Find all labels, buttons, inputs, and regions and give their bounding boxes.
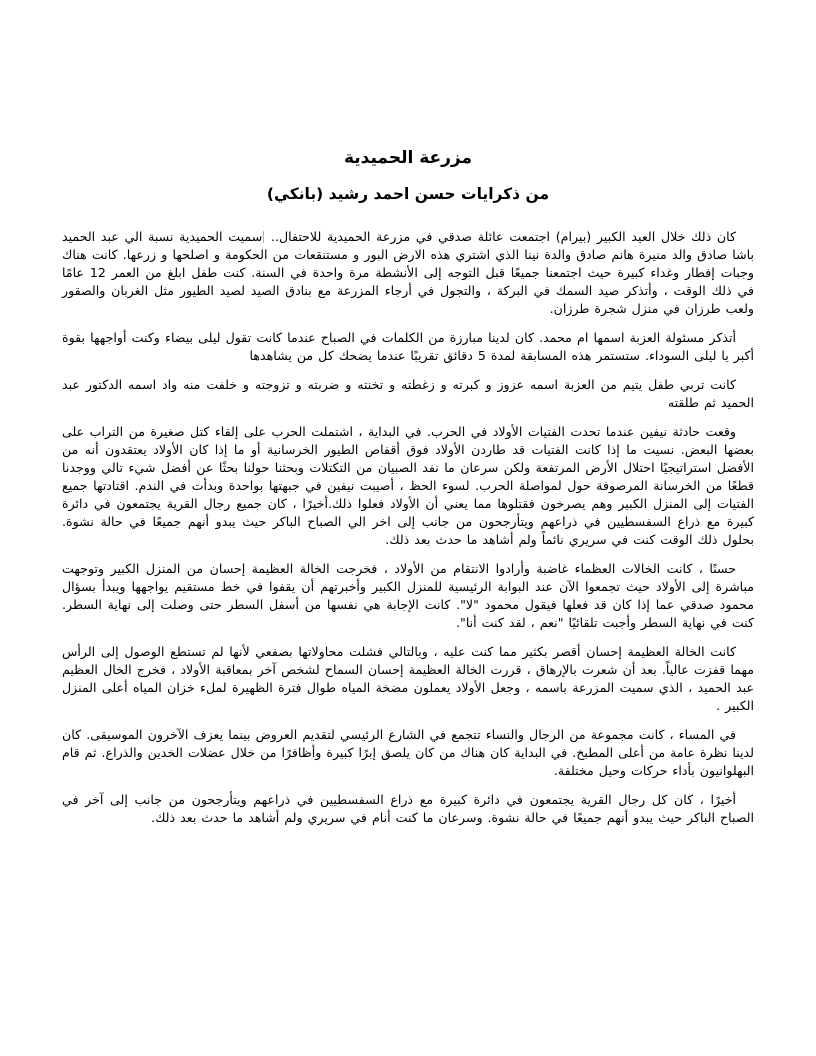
document-title: مزرعة الحميدية <box>343 148 473 168</box>
body-paragraph: في المساء ، كانت مجموعة من الرجال والنساء تتجمع في الشارع الرئيسي لتقديم العروض بينما يعزف الآخرون الموسيقى. كان لدينا نظرة عامة من أعلى المطبخ. في البداية كان هناك من كان يلصق إبرًا كبيرة وأظافرًا من خلال عضلات الخدين والذراع. ثم قام البهلوانيون بأداء حركات وحيل مختلفة. <box>62 726 754 778</box>
paragraph-text-before-cursor: كان ذلك خلال العيد الكبير (بيرام) اجتمعت عائلة صدقي في مزرعة الحميدية للاحتفال.. <box>270 228 736 244</box>
document-subtitle: من ذكرايات حسن احمد رشيد (بانكي) <box>266 185 550 204</box>
paragraph-text-after-cursor: سميت الحميدية نسبة الي عبد الحميد باشا صادق والد منيرة هانم صادق والدة نينا الذي اشتري هذه الارض البور و مستنقعات من الحكومة و اصلحها و زرعها. كانت هناك وجبات إفطار وغداء كبيرة حيث اجتمعنا جميعًا قبل التوجه إلى الأنشطة مرة واحدة في السنة. كنت طفل ابلغ من العمر 12 عامًا في ذلك الوقت ، وأتذكر صيد السمك في البركة ، والتجول في أرجاء المزرعة مع بنادق الصيد لصيد الطيور مثل الغربان والصقور ولعب طرزان في منزل شجرة طرزان. <box>62 228 754 316</box>
body-paragraph <box>62 228 754 318</box>
body-paragraph: أتذكر مسئولة العزبة اسمها ام محمد. كان لدينا مبارزة من الكلمات في الصباح عندما كانت تقول ليلى بيضاء وكنت أواجهها بقوة أكبر يا ليلى السوداء. ستستمر هذه المسابقة لمدة 5 دقائق تقريبًا عندما يضحك كل من يشاهدها <box>62 329 754 363</box>
document-body <box>62 228 754 827</box>
text-cursor <box>263 231 264 243</box>
body-paragraph: كانت الخالة العظيمة إحسان أقصر بكثير مما كنت عليه ، وبالتالي فشلت محاولاتها بصفعي لأنها لم تستطع الوصول إلى الرأس مهما قفزت عالياً. بعد أن شعرت بالإرهاق ، قررت الخالة العظيمة إحسان السماح لشخص آخر بمعاقبة الأولاد ، فخرج الخال العظيم عبد الحميد ، الذي سميت المزرعة باسمه ، وجعل الأولاد يعملون مضخة المياه طوال فترة الظهيرة لملء خزان المياه أعلى المنزل الكبير . <box>62 643 754 713</box>
body-paragraph: حسنًا ، كانت الخالات العظماء غاضبة وأرادوا الانتقام من الأولاد ، فخرجت الخالة العظيمة إحسان من المنزل الكبير وتوجهت مباشرة إلى الأولاد حيث تجمعوا الآن عند البوابة الرئيسية للمنزل الكبير وأخبرتهم أن يقفوا في خط مستقيم يواجهها ويبدأ بسؤال محمود صدقي عما إذا كان قد فعلها فيقول محمود "لا". كانت الإجابة هي نفسها من أسفل السطر حتى وصلت إلى نهاية السطر. كنت في نهاية السطر وأجبت تلقائيًا "نعم ، لقد كنت أنا". <box>62 560 754 630</box>
body-paragraph: أخيرًا ، كان كل رجال القرية يجتمعون في دائرة كبيرة مع ذراع السفسطيين في ذراعهم ويتأرجحون من جانب إلى آخر في الصباح الباكر حيث يبدو أنهم جميعًا في حالة نشوة. وسرعان ما كنت أنام في سريري ولم أشاهد ما حدث بعد ذلك. <box>62 791 754 825</box>
body-paragraph: كانت تربي طفل يتيم من العزبة اسمه عزوز و كبرته و زغطته و تخنته و ضربته و تزوجته و خلفت منه واد اسمه الدكتور عبد الحميد ثم طلقته <box>62 376 754 410</box>
body-paragraph: وقعت حادثة نيفين عندما تحدت الفتيات الأولاد في الحرب. في البداية ، اشتملت الحرب على إلقاء كتل صغيرة من التراب على بعضها البعض. نسيت ما إذا كانت الفتيات قد طاردن الأولاد فوق أقفاص الطيور الخرسانية أو ما إذا كان الأولاد يعتقدون أنه من الأفضل استراتيجيًا احتلال الأرض المرتفعة ولكن سرعان ما نفد الصبيان من التكتلات وبحثنا حولنا بحثًا عن أفضل شيء تالي ووجدنا قطعًا من الخرسانة المرصوفة حول لمواصلة الحرب. لسوء الحظ ، أصيبت نيفين في جبهتها بواحدة وبدأت في الندم. اقتادتها جميع الفتيات إلى المنزل الكبير وهم يصرخون فقتلوها مما يعني أن الأولاد فعلوا ذلك.أخيرًا ، كان جميع رجال القرية يجتمعون في دائرة كبيرة مع ذراع السفسطيين في ذراعهم ويتأرجحون من جانب إلى اخر الي الصباح الباكر حيث يبدو أنهم جميعًا في حالة نشوة. بحلول ذلك الوقت كنت في سريري نائماً ولم أشاهد ما حدث بعد ذلك. <box>62 423 754 547</box>
